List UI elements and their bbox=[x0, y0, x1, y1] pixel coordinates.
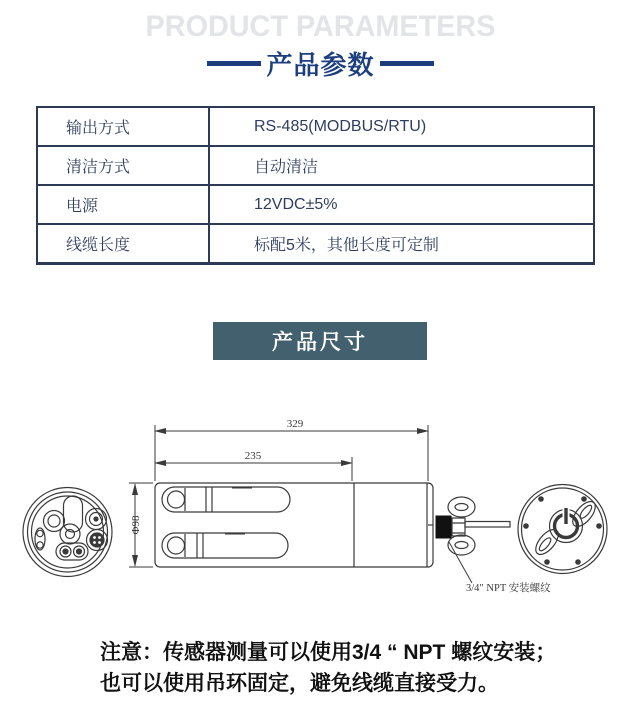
sensor-face-view bbox=[23, 488, 112, 577]
note-line-1: 注意：传感器测量可以使用3/4 “ NPT 螺纹安装； bbox=[100, 641, 557, 664]
lifting-ring-top bbox=[448, 497, 475, 517]
spec-value: 自动清洁 bbox=[254, 159, 319, 176]
spec-label: 线缆长度 bbox=[38, 225, 210, 262]
table-row bbox=[38, 145, 593, 184]
spec-value: 12VDC±5% bbox=[254, 195, 338, 213]
dimension-lines bbox=[129, 425, 428, 567]
page-title-zh-text: 产品参数 bbox=[266, 49, 375, 80]
npt-thread-block bbox=[436, 516, 452, 539]
gland-nut bbox=[452, 518, 465, 536]
spec-value: 标配5米，其他长度可定制 bbox=[254, 237, 439, 254]
wing-handle-upper bbox=[569, 498, 600, 531]
power-icon bbox=[550, 507, 583, 543]
sensor-cap-view bbox=[518, 485, 607, 574]
spec-table bbox=[36, 106, 595, 265]
title-dash-left bbox=[207, 61, 261, 66]
table-row bbox=[38, 108, 593, 145]
table-row bbox=[38, 223, 593, 262]
dim-total-length-label: 329 bbox=[286, 418, 304, 430]
page-title-zh bbox=[0, 47, 641, 79]
spec-label: 输出方式 bbox=[38, 108, 210, 145]
section-header-dimensions: 产品尺寸 bbox=[213, 322, 427, 360]
note-line-2: 也可以使用吊环固定，避免线缆直接受力。 bbox=[100, 672, 499, 695]
spec-label: 电源 bbox=[38, 186, 210, 223]
spec-value: RS-485(MODBUS/RTU) bbox=[254, 117, 427, 135]
cable-gland bbox=[436, 497, 511, 583]
installation-note bbox=[100, 637, 580, 699]
npt-thread-label: 3/4″ NPT 安装螺纹 bbox=[466, 583, 551, 594]
cable bbox=[465, 522, 510, 528]
title-dash-right bbox=[380, 61, 434, 66]
wing-handle-lower bbox=[532, 526, 563, 559]
dimension-drawing bbox=[0, 395, 641, 630]
dim-body-length-label: 235 bbox=[244, 450, 262, 462]
lifting-ring-bottom bbox=[448, 535, 475, 555]
table-row bbox=[38, 184, 593, 223]
sensor-side-view bbox=[155, 483, 433, 567]
dim-diameter-label: Φ98 bbox=[130, 515, 142, 535]
spec-label: 清洁方式 bbox=[38, 147, 210, 184]
page-title-en: PRODUCT PARAMETERS bbox=[145, 10, 496, 43]
